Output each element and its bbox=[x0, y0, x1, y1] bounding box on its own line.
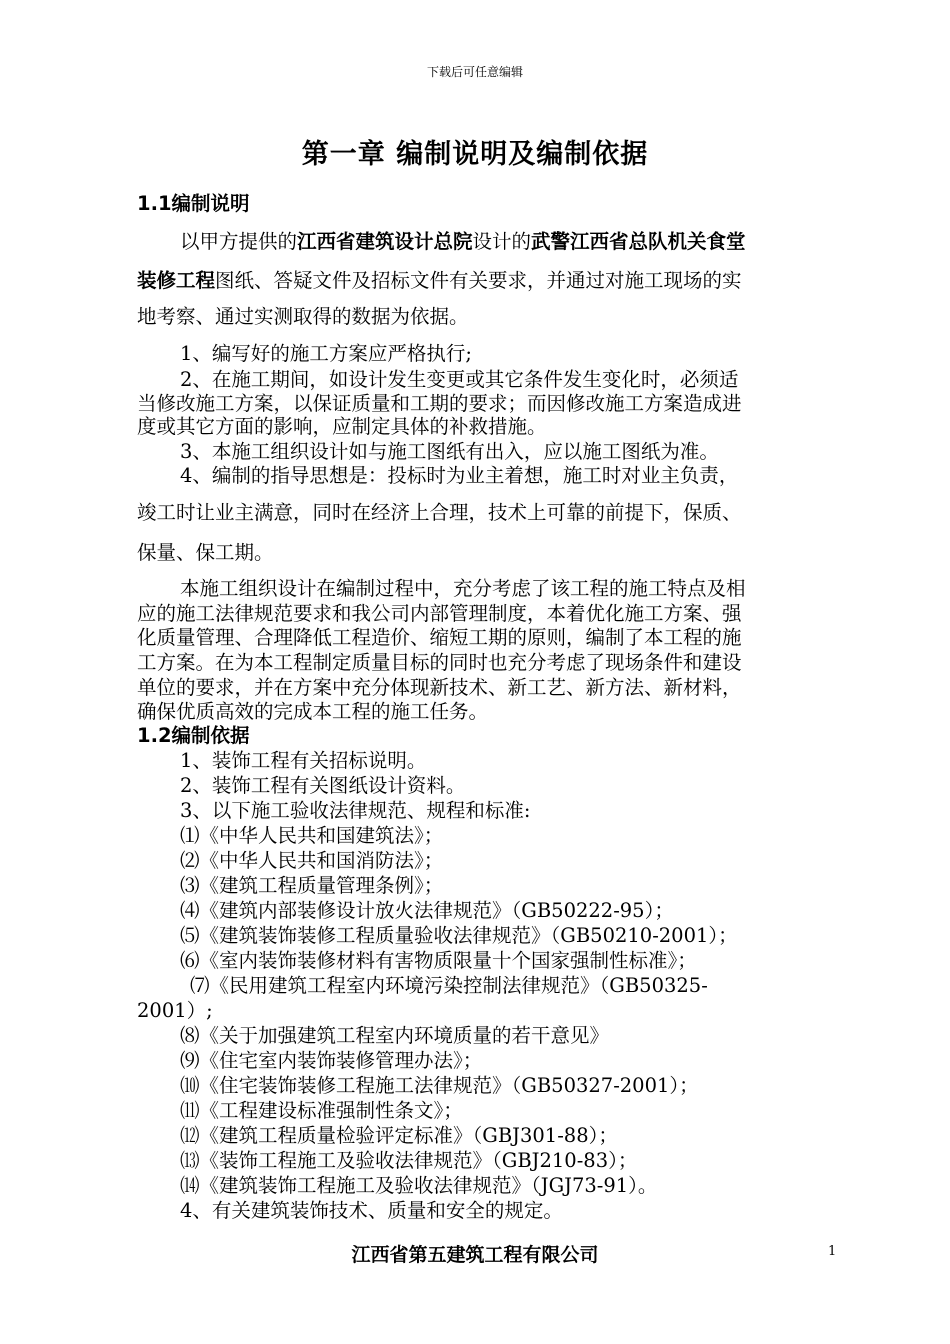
regulation-1: ⑴《中华人民共和国建筑法》； bbox=[180, 824, 444, 847]
item-3: 3、本施工组织设计如与施工图纸有出入，应以施工图纸为准。 bbox=[180, 440, 719, 463]
chapter-title: 第一章 编制说明及编制依据 bbox=[301, 139, 649, 170]
item-2-line-1: 2、在施工期间，如设计发生变更或其它条件发生变化时，必须适 bbox=[180, 368, 739, 391]
regulation-11: ⑾《工程建设标准强制性条文》； bbox=[180, 1099, 463, 1122]
project-name: 武警江西省总队机关食堂 bbox=[531, 230, 746, 253]
item-4-line-2: 竣工时让业主满意，同时在经济上合理，技术上可靠的前提下，保质、 bbox=[137, 501, 742, 524]
paragraph-1-line-1 bbox=[180, 226, 746, 254]
item-4-line-1: 4、编制的指导思想是：投标时为业主着想，施工时对业主负责， bbox=[180, 464, 739, 487]
paragraph-2-line-1: 本施工组织设计在编制过程中，充分考虑了该工程的施工特点及相 bbox=[180, 577, 746, 600]
paragraph-1-line-3: 地考察、通过实测取得的数据为依据。 bbox=[137, 305, 469, 328]
regulation-13: ⒀《装饰工程施工及验收法律规范》（GBJ210-83）； bbox=[180, 1149, 638, 1172]
regulation-3: ⑶《建筑工程质量管理条例》； bbox=[180, 874, 444, 897]
header-note: 下载后可任意编辑 bbox=[426, 65, 523, 79]
item-2-line-2: 当修改施工方案，以保证质量和工期的要求；而因修改施工方案造成进 bbox=[137, 392, 742, 415]
regulation-7-cont: 2001）; bbox=[137, 999, 213, 1022]
basis-item-1: 1、装饰工程有关招标说明。 bbox=[180, 749, 427, 772]
footer-company: 江西省第五建筑工程有限公司 bbox=[351, 1244, 599, 1266]
project-name-cont: 装修工程 bbox=[137, 269, 216, 292]
regulation-5: ⑸《建筑装饰装修工程质量验收法律规范》（GB50210-2001）； bbox=[180, 924, 738, 947]
regulation-2: ⑵《中华人民共和国消防法》； bbox=[180, 849, 444, 872]
regulation-7: ⑺《民用建筑工程室内环境污染控制法律规范》（GB50325- bbox=[190, 974, 708, 997]
paragraph-2-line-2: 应的施工法律规范要求和我公司内部管理制度，本着优化施工方案、强 bbox=[137, 602, 742, 625]
basis-item-3: 3、以下施工验收法律规范、规程和标准: bbox=[180, 799, 531, 822]
paragraph-2-line-4: 工方案。在为本工程制定质量目标的同时也充分考虑了现场条件和建设 bbox=[137, 651, 742, 674]
text-run: 以甲方提供的 bbox=[180, 230, 298, 253]
paragraph-2-line-6: 确保优质高效的完成本工程的施工任务。 bbox=[137, 700, 489, 723]
regulation-6: ⑹《室内装饰装修材料有害物质限量十个国家强制性标准》； bbox=[180, 949, 697, 972]
regulation-10: ⑽《住宅装饰装修工程施工法律规范》（GB50327-2001）； bbox=[180, 1074, 699, 1097]
basis-item-2: 2、装饰工程有关图纸设计资料。 bbox=[180, 774, 466, 797]
item-1: 1、编写好的施工方案应严格执行; bbox=[180, 342, 472, 365]
regulation-4: ⑷《建筑内部装修设计放火法律规范》（GB50222-95）； bbox=[180, 899, 674, 922]
regulation-9: ⑼《住宅室内装饰装修管理办法》； bbox=[180, 1049, 483, 1072]
section-heading-1-1: 1.1编制说明 bbox=[137, 192, 250, 215]
regulation-12: ⑿《建筑工程质量检验评定标准》（GBJ301-88）； bbox=[180, 1124, 618, 1147]
text-run: 设计的 bbox=[472, 230, 532, 253]
section-heading-1-2: 1.2编制依据 bbox=[137, 724, 250, 747]
basis-item-4: 4、有关建筑装饰技术、质量和安全的规定。 bbox=[180, 1199, 563, 1222]
paragraph-1-line-2 bbox=[137, 265, 742, 293]
regulation-8: ⑻《关于加强建筑工程室内环境质量的若干意见》 bbox=[180, 1024, 610, 1047]
regulation-14: ⒁《建筑装饰工程施工及验收法律规范》（JGJ73-91）。 bbox=[180, 1174, 658, 1197]
text-run: 图纸、答疑文件及招标文件有关要求，并通过对施工现场的实 bbox=[215, 269, 742, 292]
paragraph-2-line-5: 单位的要求，并在方案中充分体现新技术、新工艺、新方法、新材料， bbox=[137, 676, 742, 699]
item-2-line-3: 度或其它方面的影响，应制定具体的补救措施。 bbox=[137, 415, 547, 438]
paragraph-2-line-3: 化质量管理、合理降低工程造价、缩短工期的原则，编制了本工程的施 bbox=[137, 626, 742, 649]
item-4-line-3: 保量、保工期。 bbox=[137, 541, 274, 564]
page-number: 1 bbox=[828, 1244, 837, 1259]
designer-name: 江西省建筑设计总院 bbox=[297, 230, 473, 253]
